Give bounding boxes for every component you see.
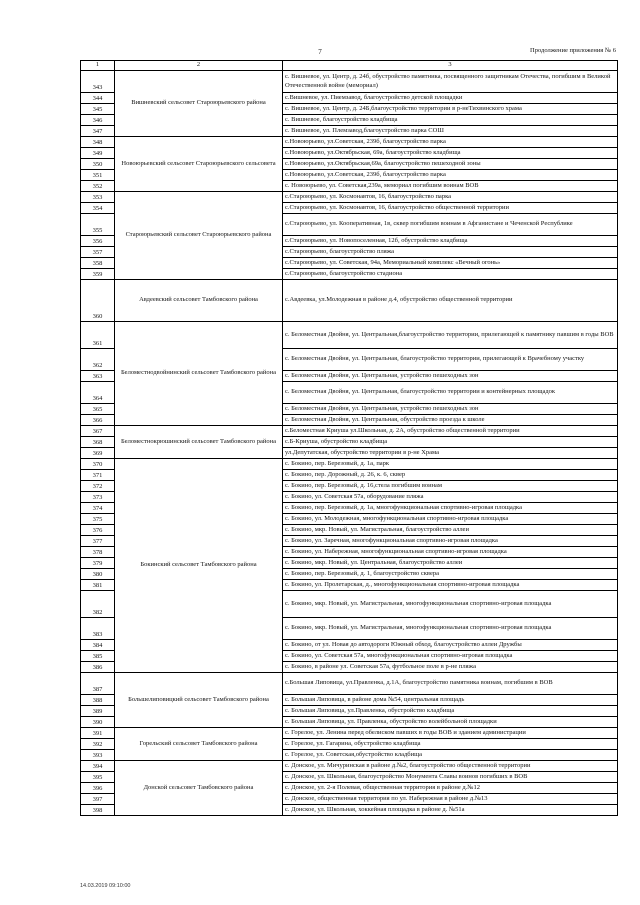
column-header: 2	[115, 61, 283, 71]
object-description: с.Староюрьево, ул. Новопоселенная, 12б, обустройство кладбища	[283, 236, 618, 247]
row-number: 357	[81, 247, 115, 258]
object-description: с. Горелое, ул. Советская,обустройство кладбища	[283, 750, 618, 761]
object-description: с. Бокино, мкр. Новый, ул. Магистральная, благоустройство аллеи	[283, 525, 618, 536]
object-description: с.Новоюрьево, ул.Советская, 239б, благоустройство парка	[283, 170, 618, 181]
row-number: 359	[81, 269, 115, 280]
row-number: 366	[81, 415, 115, 426]
row-number: 368	[81, 437, 115, 448]
object-description: с.Новоюрьево, ул.Советская, 239б, благоустройство парка	[283, 137, 618, 148]
object-description: с. Донское, общественная территория по ул. Набережная в районе д.№13	[283, 794, 618, 805]
object-description: с. Беломестная Двойня, ул. Центральная,благоустройство территории, прилегающей к памятнику павшим в годы ВОВ	[283, 322, 618, 349]
object-description: с. Вишневое, ул. Центр, д. 24Б,благоустройство территории в р-неТихвинского храма	[283, 104, 618, 115]
object-description: с.Новоюрьево, ул.Октябрьская, 69а, благоустройство кладбища	[283, 148, 618, 159]
column-header: 3	[283, 61, 618, 71]
object-description: с. Бокино, ул. Советская 57а, многофункциональная спортивно-игровая площадка	[283, 651, 618, 662]
row-number: 353	[81, 192, 115, 203]
row-number: 350	[81, 159, 115, 170]
object-description: с. Беломестная Двойня, ул. Центральная, благоустройство территории, прилегающей к Врачебному участку	[283, 349, 618, 371]
object-description: с.Староюрьево, ул. Космонавтов, 16, благоустройство парка	[283, 192, 618, 203]
row-number: 355	[81, 214, 115, 236]
row-number: 386	[81, 662, 115, 673]
object-description: с.Новоюрьево, ул.Октябрьская,69а, благоустройство пешеходной зоны	[283, 159, 618, 170]
settlement-name: Староюрьевский сельсовет Староюрьевского района	[115, 192, 283, 280]
object-description: с. Большая Липовица, ул. Правленка, обустройство волейбольной площадки	[283, 717, 618, 728]
object-description: с. Донское, ул. Школьная, хоккейная площадка в районе д. №51а	[283, 805, 618, 816]
footer-timestamp: 14.03.2019 09:10:00	[80, 883, 131, 889]
object-description: с. Вишневое, ул. Племзавод,благоустройство парка СОШ	[283, 126, 618, 137]
object-description: с. Бокино, ул. Набережная, многофункциональная спортивно-игровая площадка	[283, 547, 618, 558]
object-description: с.Староюрьево, ул. Кооперативная, 1в, сквер погибшим воинам в Афганистане и Чеченской Республике	[283, 214, 618, 236]
object-description: с.Беломестная Криуша ул.Школьная, д. 2А, обустройство общественной территории	[283, 426, 618, 437]
object-description: с. Вишневое, ул. Центр, д. 24б, обустройство памятника, посвященного защитникам Отечества, погибшим в Великой Отечественной войне (мемориал)	[283, 71, 618, 93]
row-number: 389	[81, 706, 115, 717]
settlement-name: Донской сельсовет Тамбовского района	[115, 761, 283, 816]
object-description: с.Авдеевка, ул.Молодежная в районе д.4, обустройство общественной территории	[283, 280, 618, 322]
table-row	[81, 280, 618, 322]
object-description: с. Бокино, ул. Пролетарская, д., многофункциональная спортивно-игровая площадка	[283, 580, 618, 591]
row-number: 377	[81, 536, 115, 547]
row-number: 396	[81, 783, 115, 794]
object-description: с. Беломестная Двойня, ул. Центральная, обустройство проезда к школе	[283, 415, 618, 426]
column-header: 1	[81, 61, 115, 71]
row-number: 367	[81, 426, 115, 437]
row-number: 345	[81, 104, 115, 115]
settlement-name: Вишневский сельсовет Староюрьевского района	[115, 71, 283, 137]
row-number: 348	[81, 137, 115, 148]
object-description: с.Большая Липовица, ул.Правленка, д.1А, благоустройство памятника воинам, погибшим в ВОВ	[283, 673, 618, 695]
object-description: с.Староюрьево, ул. Советская, 94а, Мемориальный комплекс «Вечный огонь»	[283, 258, 618, 269]
table-row	[81, 192, 618, 203]
object-description: ул.Депутатская, обустройство территории в р-не Храма	[283, 448, 618, 459]
object-description: с. Донское, ул. Мичуринская в районе д.№2, благоустройство общественной территории	[283, 761, 618, 772]
object-description: с. Горелое, ул. Ленина перед обелиском павших в годы ВОВ и зданием администрации	[283, 728, 618, 739]
row-number: 372	[81, 481, 115, 492]
row-number: 347	[81, 126, 115, 137]
row-number: 373	[81, 492, 115, 503]
settlement-name: Бокинский сельсовет Тамбовского района	[115, 459, 283, 673]
row-number: 362	[81, 349, 115, 371]
continuation-note: Продолжение приложения № 6	[530, 47, 616, 54]
object-description: с. Большая Липовица, ул.Правленка, обустройство кладбища	[283, 706, 618, 717]
projects-table	[80, 60, 618, 816]
object-description: с. Бокино, ул. Советская 57а, оборудование пляжа	[283, 492, 618, 503]
row-number: 354	[81, 203, 115, 214]
object-description: с. Донское, ул. 2-я Полевая, общественная территория в районе д.№12	[283, 783, 618, 794]
row-number: 387	[81, 673, 115, 695]
row-number: 392	[81, 739, 115, 750]
row-number: 385	[81, 651, 115, 662]
row-number: 343	[81, 71, 115, 93]
table-row	[81, 459, 618, 470]
object-description: с. Вишневое, благоустройство кладбища	[283, 115, 618, 126]
settlement-name: Беломестнодвойнинский сельсовет Тамбовского района	[115, 322, 283, 426]
object-description: с. Бокино, пер. Березовый, д. 1а, парк	[283, 459, 618, 470]
row-number: 379	[81, 558, 115, 569]
row-number: 397	[81, 794, 115, 805]
settlement-name: Авдеевский сельсовет Тамбовского района	[115, 280, 283, 322]
object-description: с.Староюрьево, благоустройство пляжа	[283, 247, 618, 258]
settlement-name: Новоюрьевский сельсовет Староюрьевского сельсовета	[115, 137, 283, 192]
table-row	[81, 673, 618, 695]
row-number: 346	[81, 115, 115, 126]
row-number: 394	[81, 761, 115, 772]
object-description: с. Горелое, ул. Гагарина, обустройство кладбища	[283, 739, 618, 750]
row-number: 382	[81, 591, 115, 618]
object-description: с.Староюрьево, благоустройство стадиона	[283, 269, 618, 280]
object-description: с.Б-Криуша, обустройство кладбища	[283, 437, 618, 448]
table-row	[81, 71, 618, 93]
settlement-name: Горельский сельсовет Тамбовского района	[115, 728, 283, 761]
object-description: с. Бокино, пер. Березовый, д. 1а, многофункциональная спортивно-игровая площадка	[283, 503, 618, 514]
row-number: 381	[81, 580, 115, 591]
table-row	[81, 728, 618, 739]
object-description: с. Новоюрьево, ул. Советская,239а, мемориал погибшим воинам ВОВ	[283, 181, 618, 192]
row-number: 376	[81, 525, 115, 536]
object-description: с. Бокино, ул. Заречная, многофункциональная спортивно-игровая площадка	[283, 536, 618, 547]
table-row	[81, 137, 618, 148]
row-number: 395	[81, 772, 115, 783]
row-number: 380	[81, 569, 115, 580]
row-number: 356	[81, 236, 115, 247]
row-number: 371	[81, 470, 115, 481]
row-number: 349	[81, 148, 115, 159]
object-description: с. Донское, ул. Школьная, благоустройство Монумента Славы воинов погибших в ВОВ	[283, 772, 618, 783]
page-number: 7	[318, 48, 322, 56]
row-number: 390	[81, 717, 115, 728]
object-description: с. Беломестная Двойня, ул. Центральная, устройство пешеходных зон	[283, 404, 618, 415]
row-number: 360	[81, 280, 115, 322]
object-description: с. Большая Липовица, в районе дома №54, центральная площадь	[283, 695, 618, 706]
row-number: 364	[81, 382, 115, 404]
settlement-name: Беломестнокрюшинский сельсовет Тамбовского района	[115, 426, 283, 459]
object-description: с. Бокино, мкр. Новый, ул. Магистральная, многофункциональная спортивно-игровая площадка	[283, 618, 618, 640]
object-description: с.Староюрьево, ул. Космонавтов, 16, благоустройство общественной территории	[283, 203, 618, 214]
row-number: 370	[81, 459, 115, 470]
table-row	[81, 761, 618, 772]
object-description: с. Бокино, ул. Молодежная, многофункциональная спортивно-игровая площадка	[283, 514, 618, 525]
row-number: 358	[81, 258, 115, 269]
row-number: 388	[81, 695, 115, 706]
row-number: 375	[81, 514, 115, 525]
object-description: с. Бокино, мкр. Новый, ул. Центральная, благоустройство аллеи	[283, 558, 618, 569]
object-description: с. Бокино, в районе ул. Советская 57а, футбольное поле в р-не пляжа	[283, 662, 618, 673]
table-row	[81, 322, 618, 349]
object-description: с. Бокино, от ул. Новая до автодороги Южный обход, благоустройство аллеи Дружбы	[283, 640, 618, 651]
object-description: с. Беломестная Двойня, ул. Центральная, благоустройство территории и контейнерных площадок	[283, 382, 618, 404]
row-number: 378	[81, 547, 115, 558]
row-number: 365	[81, 404, 115, 415]
object-description: с. Бокино, пер. Березовый, д. 16,стела погибшим воинам	[283, 481, 618, 492]
row-number: 393	[81, 750, 115, 761]
row-number: 344	[81, 93, 115, 104]
object-description: с.Вишневое, ул. Пиемзавод, благоустройство детской площадки	[283, 93, 618, 104]
row-number: 384	[81, 640, 115, 651]
row-number: 351	[81, 170, 115, 181]
object-description: с. Беломестная Двойня, ул. Центральная, устройство пешеходных зон	[283, 371, 618, 382]
settlement-name: Большелиповицкий сельсовет Тамбовского района	[115, 673, 283, 728]
row-number: 363	[81, 371, 115, 382]
table-header-row	[81, 61, 618, 71]
row-number: 369	[81, 448, 115, 459]
row-number: 374	[81, 503, 115, 514]
row-number: 391	[81, 728, 115, 739]
object-description: с. Бокино, пер. Березовый, д. 1, благоустройство сквера	[283, 569, 618, 580]
row-number: 383	[81, 618, 115, 640]
table-row	[81, 426, 618, 437]
object-description: с. Бокино, пер. Дорожный, д. 26, к. 6, сквер	[283, 470, 618, 481]
row-number: 398	[81, 805, 115, 816]
row-number: 361	[81, 322, 115, 349]
object-description: с. Бокино, мкр. Новый, ул. Магистральная, многофункциональная спортивно-игровая площадка	[283, 591, 618, 618]
row-number: 352	[81, 181, 115, 192]
